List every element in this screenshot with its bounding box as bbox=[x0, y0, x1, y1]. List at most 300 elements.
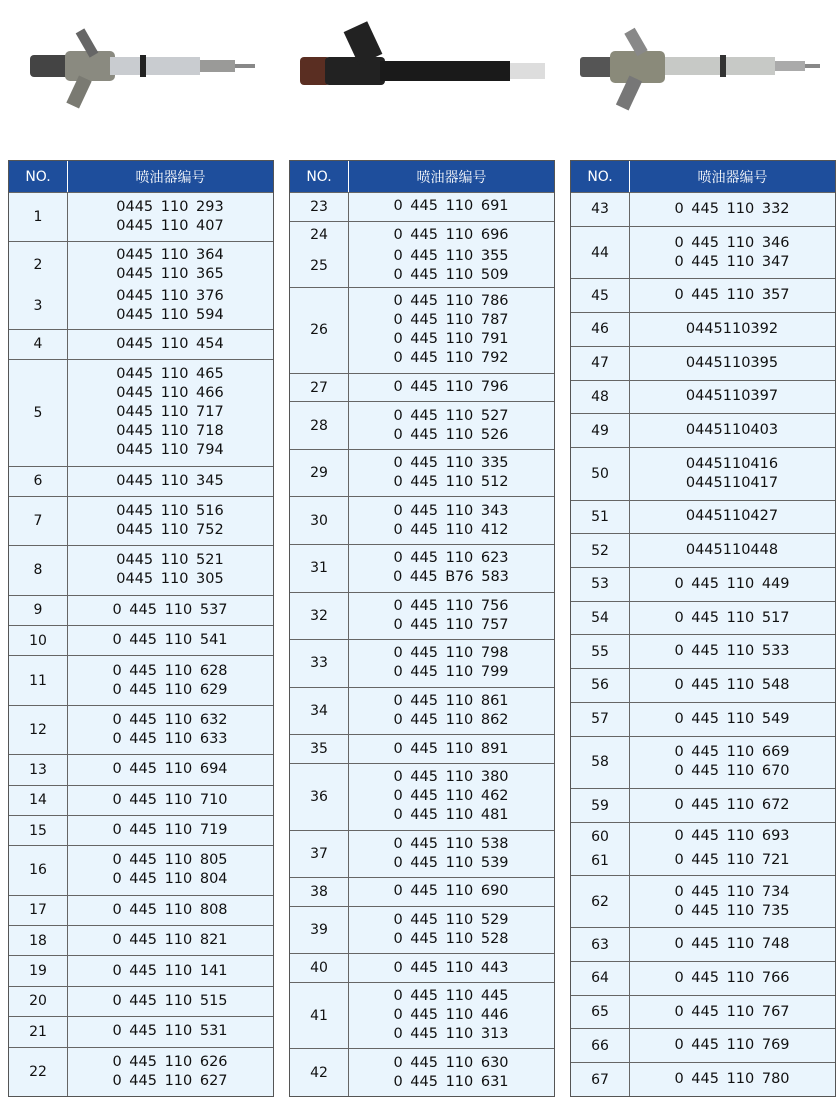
row-number: 49 bbox=[591, 422, 609, 439]
row-number: 19 bbox=[29, 963, 47, 980]
injector-code: 0445 110 465 bbox=[116, 366, 224, 383]
table-row bbox=[290, 833, 554, 876]
injector-codes bbox=[629, 609, 835, 628]
table-row bbox=[9, 958, 273, 983]
injector-codes bbox=[67, 631, 273, 650]
table-row bbox=[571, 791, 835, 820]
table-row bbox=[571, 315, 835, 344]
row-number: 4 bbox=[33, 336, 43, 353]
injector-codes bbox=[629, 421, 835, 440]
row-number: 20 bbox=[29, 993, 47, 1010]
table-row-group bbox=[290, 639, 554, 687]
table-row bbox=[290, 290, 554, 371]
table-row bbox=[290, 642, 554, 685]
table-row-group bbox=[9, 329, 273, 359]
injector-codes bbox=[348, 407, 554, 445]
injector-codes bbox=[629, 234, 835, 272]
injector-photo-1 bbox=[10, 15, 270, 125]
injector-codes bbox=[629, 200, 835, 219]
injector-code: 0 445 110 531 bbox=[112, 1023, 228, 1040]
table-row-group bbox=[9, 655, 273, 704]
table-row bbox=[290, 595, 554, 638]
injector-code: 0 445 110 449 bbox=[674, 575, 790, 592]
table-row bbox=[9, 757, 273, 782]
table-row bbox=[571, 930, 835, 959]
row-number: 64 bbox=[591, 970, 609, 987]
table-row-group bbox=[290, 592, 554, 640]
injector-codes bbox=[348, 768, 554, 825]
table-row bbox=[9, 499, 273, 543]
injector-code: 0 445 110 443 bbox=[393, 959, 509, 976]
table-row bbox=[290, 547, 554, 590]
injector-codes bbox=[67, 1053, 273, 1091]
injector-codes bbox=[629, 387, 835, 406]
table-row bbox=[9, 548, 273, 592]
injector-code: 0 445 110 541 bbox=[112, 632, 228, 649]
injector-codes bbox=[67, 791, 273, 810]
injector-code: 0 445 110 780 bbox=[674, 1071, 790, 1088]
table-row bbox=[9, 989, 273, 1014]
table-row-group bbox=[9, 625, 273, 655]
injector-code: 0 445 110 446 bbox=[393, 1007, 509, 1024]
injector-code: 0 445 110 445 bbox=[393, 988, 509, 1005]
table-row bbox=[9, 286, 273, 327]
injector-codes bbox=[629, 1036, 835, 1055]
table-row bbox=[571, 671, 835, 700]
table-row bbox=[9, 598, 273, 623]
injector-codes bbox=[67, 287, 273, 325]
injector-code: 0445110448 bbox=[685, 542, 779, 559]
injector-codes bbox=[67, 365, 273, 460]
injector-code: 0 445 110 786 bbox=[393, 293, 509, 310]
table-row bbox=[290, 690, 554, 733]
injector-code: 0 445 110 528 bbox=[393, 930, 509, 947]
table-row bbox=[9, 469, 273, 494]
row-number: 62 bbox=[591, 893, 609, 910]
table-row bbox=[9, 244, 273, 285]
injector-codes bbox=[67, 335, 273, 354]
table-row-group bbox=[571, 961, 835, 995]
row-number: 53 bbox=[591, 576, 609, 593]
table-row-group bbox=[571, 995, 835, 1029]
injector-codes bbox=[348, 835, 554, 873]
injector-code: 0 445 110 533 bbox=[674, 643, 790, 660]
table-row bbox=[290, 224, 554, 248]
injector-code: 0 445 110 537 bbox=[112, 601, 228, 618]
injector-code: 0 445 110 787 bbox=[393, 312, 509, 329]
injector-codes bbox=[67, 472, 273, 491]
table-row bbox=[571, 825, 835, 849]
injector-codes bbox=[67, 851, 273, 889]
row-number: 39 bbox=[310, 921, 328, 938]
table-row bbox=[9, 628, 273, 653]
injector-code: 0445 110 376 bbox=[116, 288, 224, 305]
row-number: 23 bbox=[310, 198, 328, 215]
injector-code: 0 445 110 632 bbox=[112, 711, 228, 728]
injector-code: 0 445 110 796 bbox=[393, 379, 509, 396]
header-injector-number: 喷油器编号 bbox=[697, 169, 768, 186]
injector-codes bbox=[629, 455, 835, 493]
row-number: 3 bbox=[33, 298, 43, 315]
injector-code: 0 445 110 512 bbox=[393, 474, 509, 491]
table-row-group bbox=[9, 785, 273, 815]
table-row bbox=[571, 878, 835, 926]
injector-code: 0445 110 407 bbox=[116, 218, 224, 235]
table-row bbox=[571, 195, 835, 224]
injector-code: 0 445 110 538 bbox=[393, 835, 509, 852]
injector-code: 0 445 110 696 bbox=[393, 226, 509, 243]
injector-codes bbox=[629, 743, 835, 781]
injector-codes bbox=[348, 292, 554, 368]
row-number: 27 bbox=[310, 379, 328, 396]
row-number: 48 bbox=[591, 388, 609, 405]
table-row-group bbox=[9, 241, 273, 328]
injector-codes bbox=[629, 354, 835, 373]
injector-code: 0 445 110 721 bbox=[674, 852, 790, 869]
row-number: 66 bbox=[591, 1037, 609, 1054]
row-number: 28 bbox=[310, 417, 328, 434]
injector-code: 0 445 110 630 bbox=[393, 1054, 509, 1071]
table-row-group bbox=[290, 496, 554, 544]
injector-code: 0 445 110 346 bbox=[674, 234, 790, 251]
row-number: 40 bbox=[310, 960, 328, 977]
row-number: 18 bbox=[29, 932, 47, 949]
table-row bbox=[571, 281, 835, 310]
table-row bbox=[9, 898, 273, 923]
injector-code: 0445 110 752 bbox=[116, 522, 224, 539]
column-divider bbox=[629, 192, 630, 1096]
injector-code: 0 445 110 332 bbox=[674, 200, 790, 217]
table-row bbox=[571, 637, 835, 666]
row-number: 59 bbox=[591, 797, 609, 814]
table-row bbox=[9, 1019, 273, 1044]
table-row-group bbox=[571, 702, 835, 736]
injector-codes bbox=[348, 692, 554, 730]
injector-code: 0445 110 293 bbox=[116, 199, 224, 216]
table-row-group bbox=[9, 955, 273, 985]
injector-code: 0 445 110 626 bbox=[112, 1053, 228, 1070]
injector-codes bbox=[629, 827, 835, 846]
row-number: 1 bbox=[33, 209, 43, 226]
table-row bbox=[9, 708, 273, 752]
row-number: 67 bbox=[591, 1071, 609, 1088]
table-row-group bbox=[290, 734, 554, 763]
table-row bbox=[290, 737, 554, 761]
row-number: 58 bbox=[591, 754, 609, 771]
row-number: 46 bbox=[591, 321, 609, 338]
injector-codes bbox=[348, 502, 554, 540]
injector-codes bbox=[629, 710, 835, 729]
row-number: 5 bbox=[33, 404, 43, 421]
table-row bbox=[290, 909, 554, 952]
injector-codes bbox=[348, 549, 554, 587]
table-row bbox=[571, 416, 835, 445]
table-row-group bbox=[9, 705, 273, 754]
table-row bbox=[290, 404, 554, 447]
table-row bbox=[571, 604, 835, 633]
injector-codes bbox=[629, 541, 835, 560]
table-row-group bbox=[571, 668, 835, 702]
row-number: 26 bbox=[310, 322, 328, 339]
injector-codes bbox=[67, 901, 273, 920]
injector-code: 0 445 110 719 bbox=[112, 822, 228, 839]
injector-code: 0 445 110 343 bbox=[393, 502, 509, 519]
injector-code: 0445 110 345 bbox=[116, 472, 224, 489]
injector-codes bbox=[348, 911, 554, 949]
row-number: 35 bbox=[310, 741, 328, 758]
injector-code: 0 445 110 539 bbox=[393, 854, 509, 871]
table-row-group bbox=[9, 925, 273, 955]
injector-code: 0 445 110 623 bbox=[393, 550, 509, 567]
row-number: 22 bbox=[29, 1063, 47, 1080]
injector-codes bbox=[629, 935, 835, 954]
table-row bbox=[571, 349, 835, 378]
injector-codes bbox=[629, 507, 835, 526]
row-number: 14 bbox=[29, 792, 47, 809]
table-row bbox=[9, 1050, 273, 1094]
injector-code: 0 445 110 756 bbox=[393, 597, 509, 614]
injector-code: 0 445 110 808 bbox=[112, 901, 228, 918]
header-no: NO. bbox=[290, 161, 349, 192]
injector-code: 0 445 110 462 bbox=[393, 788, 509, 805]
table-row bbox=[9, 658, 273, 702]
row-number: 29 bbox=[310, 465, 328, 482]
injector-code: 0445110427 bbox=[685, 508, 779, 525]
table-row-group bbox=[290, 544, 554, 592]
injector-code: 0 445 110 757 bbox=[393, 616, 509, 633]
table-row bbox=[571, 229, 835, 277]
table-row-group bbox=[571, 192, 835, 226]
injector-code: 0 445 110 710 bbox=[112, 791, 228, 808]
table-row-group bbox=[571, 875, 835, 928]
injector-codes bbox=[629, 575, 835, 594]
injector-codes bbox=[348, 882, 554, 901]
injector-codes bbox=[67, 601, 273, 620]
injector-codes bbox=[67, 551, 273, 589]
table-row-group bbox=[290, 953, 554, 982]
table-row-group bbox=[290, 287, 554, 373]
injector-codes bbox=[629, 969, 835, 988]
row-number: 8 bbox=[33, 562, 43, 579]
injector-code: 0 445 110 693 bbox=[674, 828, 790, 845]
product-photos bbox=[0, 0, 840, 150]
column-divider bbox=[67, 192, 68, 1096]
injector-codes bbox=[348, 226, 554, 245]
injector-code: 0 445 110 380 bbox=[393, 769, 509, 786]
injector-codes bbox=[629, 851, 835, 870]
table-row bbox=[571, 536, 835, 565]
table-row-group bbox=[9, 1016, 273, 1046]
injector-codes bbox=[67, 711, 273, 749]
injector-code: 0445110395 bbox=[685, 354, 779, 371]
row-number: 24 bbox=[310, 227, 328, 244]
row-number: 56 bbox=[591, 677, 609, 694]
row-number: 57 bbox=[591, 711, 609, 728]
table-row-group bbox=[571, 1028, 835, 1062]
injector-codes bbox=[629, 1003, 835, 1022]
injector-codes bbox=[629, 286, 835, 305]
table-row-group bbox=[571, 601, 835, 635]
table-row-group bbox=[9, 986, 273, 1016]
injector-codes bbox=[348, 197, 554, 216]
injector-code: 0 445 110 694 bbox=[112, 761, 228, 778]
table-row bbox=[9, 848, 273, 892]
injector-code: 0 445 110 792 bbox=[393, 350, 509, 367]
injector-codes bbox=[348, 454, 554, 492]
injector-code: 0 445 110 672 bbox=[674, 797, 790, 814]
injector-codes bbox=[67, 962, 273, 981]
row-number: 10 bbox=[29, 632, 47, 649]
injector-code: 0 445 110 633 bbox=[112, 730, 228, 747]
row-number: 12 bbox=[29, 721, 47, 738]
injector-codes bbox=[629, 1070, 835, 1089]
row-number: 47 bbox=[591, 355, 609, 372]
table-row-group bbox=[290, 982, 554, 1049]
injector-code: 0 445 110 515 bbox=[112, 992, 228, 1009]
row-number: 6 bbox=[33, 473, 43, 490]
injector-codes bbox=[67, 198, 273, 236]
table-row-group bbox=[571, 1062, 835, 1096]
table-row-group bbox=[571, 226, 835, 279]
row-number: 2 bbox=[33, 256, 43, 273]
injector-code: 0445110417 bbox=[685, 474, 779, 491]
table-row bbox=[290, 452, 554, 495]
injector-code: 0 445 110 335 bbox=[393, 455, 509, 472]
injector-code: 0445 110 454 bbox=[116, 335, 224, 352]
table-row bbox=[571, 1065, 835, 1094]
table-row-group bbox=[571, 788, 835, 822]
row-number: 33 bbox=[310, 655, 328, 672]
injector-code: 0 445 110 549 bbox=[674, 710, 790, 727]
row-number: 52 bbox=[591, 542, 609, 559]
injector-code: 0 445 110 804 bbox=[112, 871, 228, 888]
row-number: 31 bbox=[310, 560, 328, 577]
row-number: 60 bbox=[591, 828, 609, 845]
row-number: 16 bbox=[29, 862, 47, 879]
row-number: 15 bbox=[29, 822, 47, 839]
injector-code: 0 445 110 861 bbox=[393, 693, 509, 710]
injector-code: 0445 110 717 bbox=[116, 404, 224, 421]
row-number: 36 bbox=[310, 788, 328, 805]
injector-code: 0 445 110 627 bbox=[112, 1072, 228, 1089]
table-row bbox=[9, 818, 273, 843]
table-header bbox=[9, 161, 273, 192]
injector-code: 0 445 110 670 bbox=[674, 763, 790, 780]
injector-codes bbox=[629, 320, 835, 339]
row-number: 38 bbox=[310, 883, 328, 900]
table-row-group bbox=[9, 815, 273, 845]
injector-code: 0 445 110 821 bbox=[112, 932, 228, 949]
header-no: NO. bbox=[571, 161, 630, 192]
table-row bbox=[571, 383, 835, 412]
injector-codes bbox=[629, 676, 835, 695]
injector-code: 0445110392 bbox=[685, 320, 779, 337]
row-number: 42 bbox=[310, 1064, 328, 1081]
table-row-group bbox=[571, 413, 835, 447]
table-row bbox=[571, 1031, 835, 1060]
table-header bbox=[290, 161, 554, 192]
injector-codes bbox=[629, 883, 835, 921]
table-row bbox=[571, 849, 835, 873]
row-number: 50 bbox=[591, 465, 609, 482]
table-row-group bbox=[290, 221, 554, 288]
table-row-group bbox=[290, 763, 554, 830]
table-row-group bbox=[571, 312, 835, 346]
row-number: 37 bbox=[310, 845, 328, 862]
table-row-group bbox=[290, 906, 554, 954]
table-row bbox=[571, 964, 835, 993]
injector-code: 0 445 110 509 bbox=[393, 267, 509, 284]
header-injector-number: 喷油器编号 bbox=[135, 169, 206, 186]
table-row bbox=[290, 1051, 554, 1094]
table-row bbox=[571, 705, 835, 734]
injector-code: 0445110416 bbox=[685, 455, 779, 472]
injector-code: 0 445 110 748 bbox=[674, 936, 790, 953]
injector-codes bbox=[348, 378, 554, 397]
table-body bbox=[290, 192, 554, 1096]
injector-codes bbox=[67, 760, 273, 779]
table-row bbox=[290, 376, 554, 400]
injector-codes bbox=[348, 644, 554, 682]
table-row-group bbox=[571, 500, 835, 534]
injector-code: 0 445 110 526 bbox=[393, 426, 509, 443]
row-number: 54 bbox=[591, 610, 609, 627]
table-row-group bbox=[290, 373, 554, 402]
table-row bbox=[290, 247, 554, 285]
injector-code: 0 445 110 529 bbox=[393, 911, 509, 928]
injector-code: 0 445 110 669 bbox=[674, 744, 790, 761]
injector-codes bbox=[629, 796, 835, 815]
row-number: 32 bbox=[310, 607, 328, 624]
injector-codes bbox=[348, 1054, 554, 1092]
injector-code: 0 445 110 527 bbox=[393, 407, 509, 424]
injector-code: 0 445 110 629 bbox=[112, 681, 228, 698]
injector-code: 0 445 110 767 bbox=[674, 1003, 790, 1020]
injector-code: 0 445 110 548 bbox=[674, 676, 790, 693]
table-row-group bbox=[290, 1048, 554, 1096]
table-row-group bbox=[571, 346, 835, 380]
row-number: 63 bbox=[591, 936, 609, 953]
injector-code: 0 445 110 805 bbox=[112, 852, 228, 869]
injector-code: 0 445 110 355 bbox=[393, 248, 509, 265]
table-row-group bbox=[571, 927, 835, 961]
injector-code: 0445110403 bbox=[685, 422, 779, 439]
table-row-group bbox=[9, 1047, 273, 1096]
table-row-group bbox=[290, 687, 554, 735]
row-number: 55 bbox=[591, 643, 609, 660]
injector-code: 0 445 110 799 bbox=[393, 664, 509, 681]
row-number: 51 bbox=[591, 508, 609, 525]
row-number: 65 bbox=[591, 1004, 609, 1021]
table-row bbox=[290, 956, 554, 980]
injector-code: 0 445 110 798 bbox=[393, 645, 509, 662]
injector-codes bbox=[348, 740, 554, 759]
table-row bbox=[290, 985, 554, 1047]
table-row-group bbox=[571, 634, 835, 668]
table-row bbox=[9, 195, 273, 239]
table-row-group bbox=[571, 278, 835, 312]
row-number: 25 bbox=[310, 258, 328, 275]
injector-code: 0 445 110 517 bbox=[674, 609, 790, 626]
injector-table-1 bbox=[8, 160, 274, 1097]
injector-code: 0445 110 364 bbox=[116, 246, 224, 263]
table-row-group bbox=[9, 192, 273, 241]
injector-codes bbox=[67, 992, 273, 1011]
row-number: 45 bbox=[591, 287, 609, 304]
table-row-group bbox=[571, 736, 835, 789]
table-row-group bbox=[290, 877, 554, 906]
table-row bbox=[571, 998, 835, 1027]
